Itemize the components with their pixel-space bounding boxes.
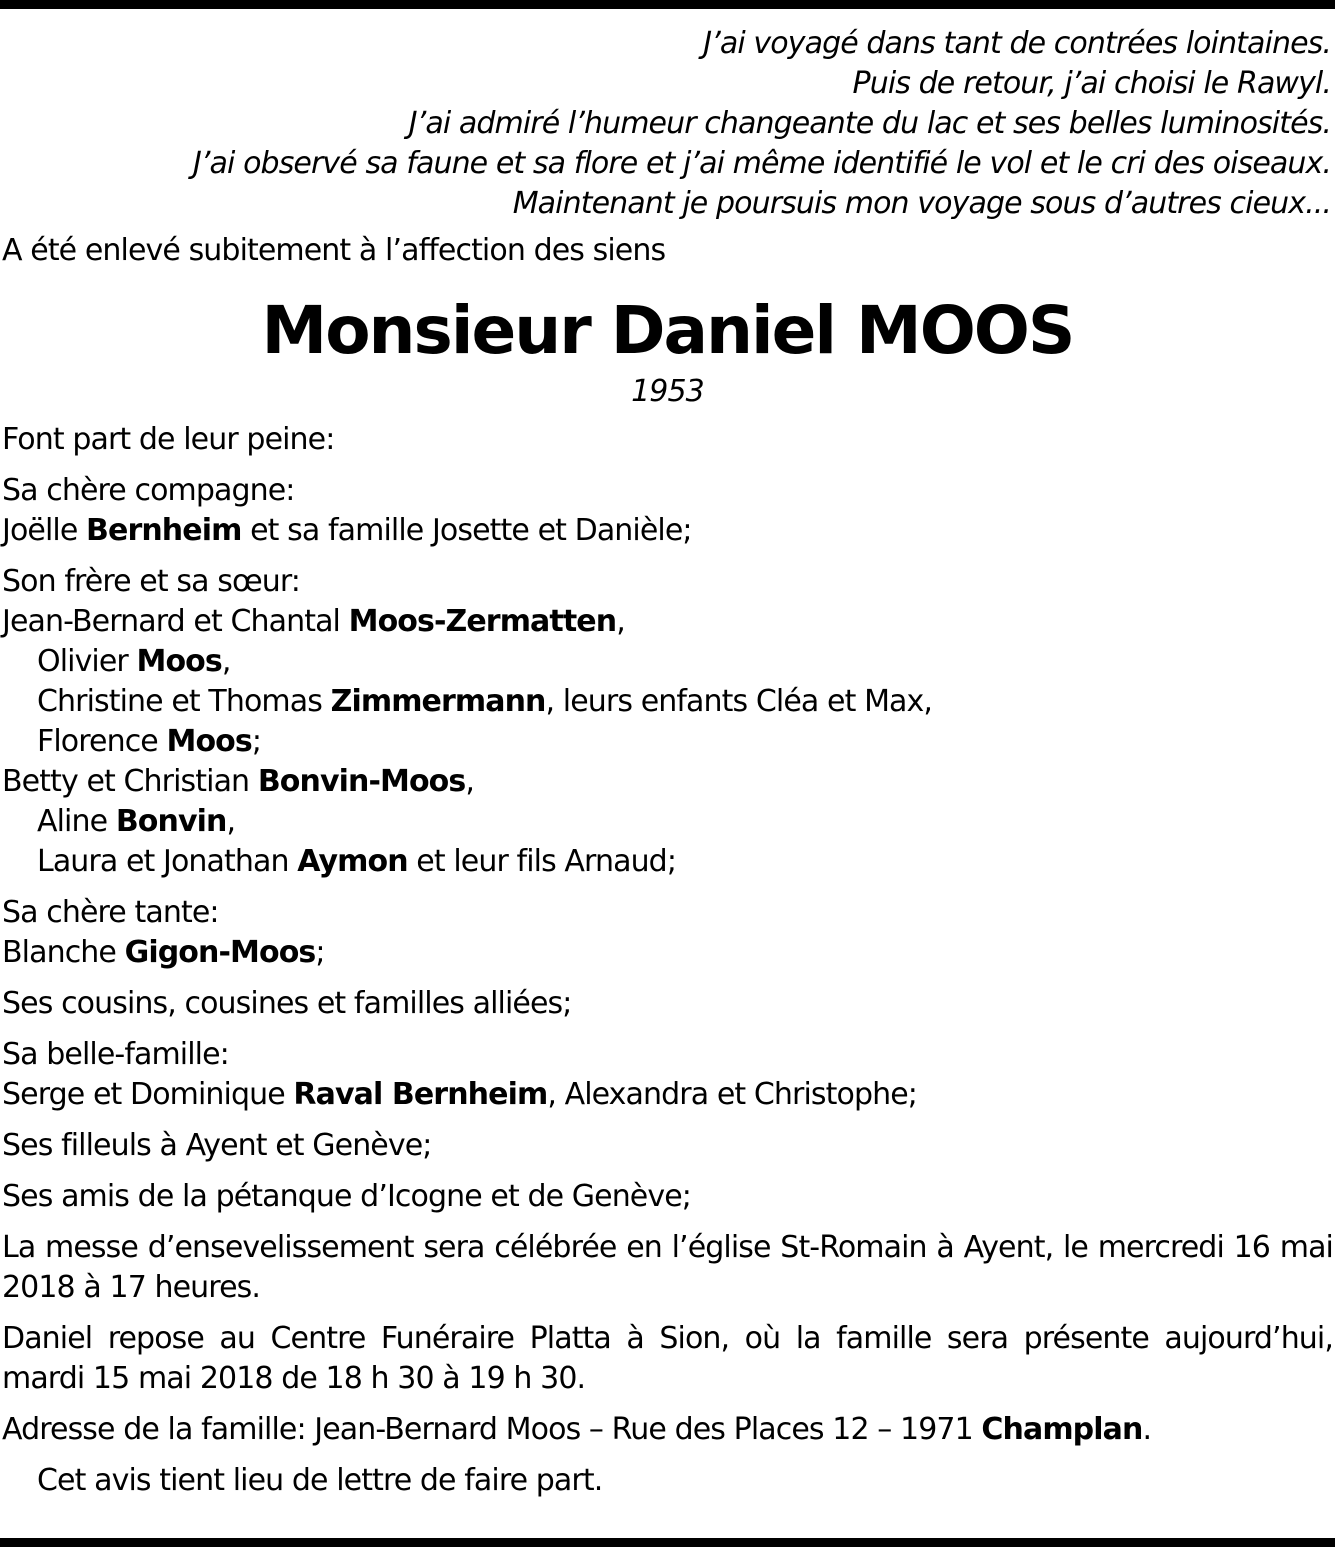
adresse-block	[2, 1410, 1333, 1450]
family-line: Jean-Bernard et Chantal Moos-Zermatten,	[2, 604, 625, 639]
amis-line: Ses amis de la pétanque d’Icogne et de Genève;	[2, 1179, 691, 1214]
font-part-line: Font part de leur peine:	[2, 422, 335, 457]
family-line: Laura et Jonathan Aymon et leur fils Arnaud;	[37, 844, 677, 879]
family-line: Florence Moos;	[37, 724, 262, 759]
deceased-name: Monsieur Daniel MOOS	[261, 292, 1074, 369]
tante-heading: Sa chère tante:	[2, 895, 219, 930]
poem	[193, 24, 1331, 224]
poem-line: J’ai observé sa faune et sa flore et j’ai même identifié le vol et le cri des oiseaux.	[192, 146, 1331, 181]
adresse-line: Adresse de la famille: Jean-Bernard Moos – Rue des Places 12 – 1971 Champlan.	[2, 1412, 1152, 1447]
poem-line: J’ai admiré l’humeur changeante du lac et ses belles luminosités.	[408, 106, 1331, 141]
belle-famille-heading: Sa belle-famille:	[2, 1037, 229, 1072]
cousins-block	[2, 984, 1333, 1024]
avis-line: Cet avis tient lieu de lettre de faire part.	[37, 1463, 603, 1498]
amis-block	[2, 1177, 1333, 1217]
poem-line: Maintenant je poursuis mon voyage sous d’autres cieux...	[512, 186, 1331, 221]
poem-line: J’ai voyagé dans tant de contrées lointaines.	[703, 26, 1331, 61]
filleuls-line: Ses filleuls à Ayent et Genève;	[2, 1128, 432, 1163]
notice-body	[2, 420, 1333, 1512]
siblings-heading: Son frère et sa sœur:	[2, 564, 300, 599]
family-line: Betty et Christian Bonvin-Moos,	[2, 764, 474, 799]
compagne-line: Joëlle Bernheim et sa famille Josette et Danièle;	[2, 513, 692, 548]
messe-paragraph: La messe d’ensevelissement sera célébrée en l’église St-Romain à Ayent, le mercredi 16 mai 2018 à 17 heures.	[2, 1230, 1333, 1305]
family-line: Aline Bonvin,	[37, 804, 236, 839]
siblings-block	[2, 562, 1333, 882]
family-line: Christine et Thomas Zimmermann, leurs enfants Cléa et Max,	[37, 684, 933, 719]
tante-line: Blanche Gigon-Moos;	[2, 935, 325, 970]
cousins-line: Ses cousins, cousines et familles alliées;	[2, 986, 572, 1021]
announcement-block	[2, 420, 1333, 460]
intro-text: A été enlevé subitement à l’affection des siens	[2, 233, 666, 268]
bottom-border-rule	[0, 1538, 1335, 1547]
family-line: Olivier Moos,	[37, 644, 231, 679]
belle-famille-block	[2, 1035, 1333, 1115]
compagne-heading: Sa chère compagne:	[2, 473, 295, 508]
top-border-rule	[0, 0, 1335, 9]
repose-paragraph: Daniel repose au Centre Funéraire Platta à Sion, où la famille sera présente aujourd’hui, mardi 15 mai 2018 de 18 h 30 à 19 h 30.	[2, 1321, 1333, 1396]
compagne-block	[2, 471, 1333, 551]
birth-year: 1953	[631, 374, 704, 409]
poem-line: Puis de retour, j’ai choisi le Rawyl.	[852, 66, 1331, 101]
filleuls-block	[2, 1126, 1333, 1166]
avis-block	[2, 1461, 1333, 1501]
tante-block	[2, 893, 1333, 973]
belle-famille-line: Serge et Dominique Raval Bernheim, Alexandra et Christophe;	[2, 1077, 917, 1112]
